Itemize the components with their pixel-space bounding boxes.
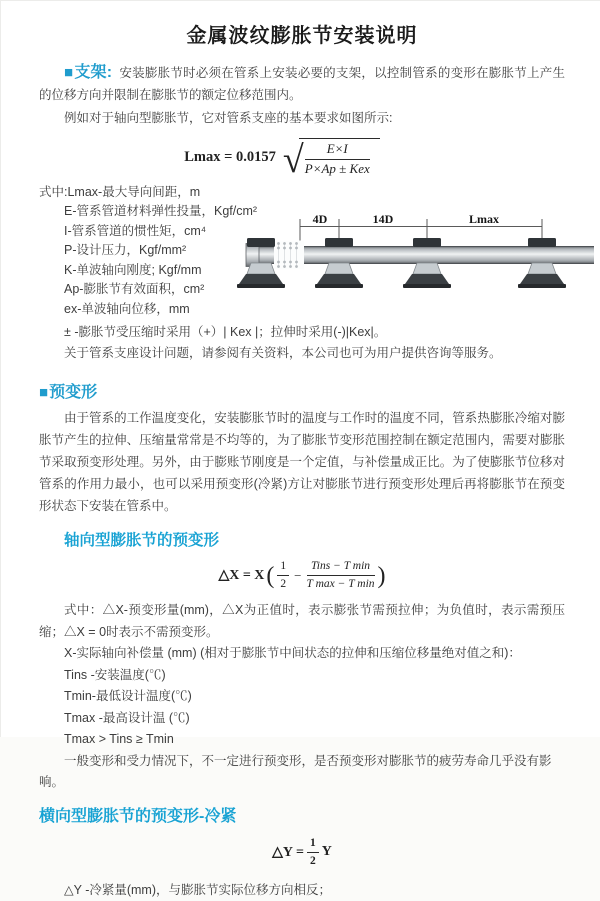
definition-line: 式中:Lmax-最大导向间距，m bbox=[39, 184, 201, 199]
support-intro-paragraph bbox=[39, 62, 565, 106]
half-fraction bbox=[277, 559, 289, 592]
delta-x-explanation: 式中：△X-预变形量(mm)，△X为正值时，表示膨张节需预拉伸；为负值时，表示需预压缩；△X = 0时表示不需预变形。 bbox=[39, 603, 565, 640]
lmax-formula-lhs: Lmax = 0.0157 bbox=[184, 149, 276, 166]
temperature-fraction bbox=[307, 559, 375, 592]
delta-x-lhs: △X = X bbox=[218, 568, 265, 584]
minus-sign: − bbox=[294, 567, 302, 583]
section-heading-predeform-row bbox=[39, 379, 565, 402]
pipe-support-diagram bbox=[244, 213, 596, 308]
half-numerator: 1 bbox=[277, 559, 289, 576]
temp-denominator: T max − T min bbox=[306, 578, 375, 591]
lmax-fraction-denominator: P×Ap ± Kex bbox=[304, 160, 370, 176]
temp-numerator: Tins − T min bbox=[307, 559, 375, 576]
delta-x-formula bbox=[39, 559, 565, 592]
section-heading-predeform: 预变形 bbox=[49, 384, 98, 402]
radical-expression bbox=[282, 138, 380, 181]
axial-subheading: 轴向型膨胀节的预变形 bbox=[64, 532, 220, 550]
blue-square-marker-icon: ■ bbox=[39, 384, 49, 402]
axial-definition-line: Tins -安装温度(℃) bbox=[64, 667, 166, 682]
definition-line: Ap-膨胀节有效面积，cm² bbox=[64, 282, 205, 297]
predeform-paragraph: 由于管系的工作温度变化，安装膨胀节时的温度与工作时的温度不同，管系热膨胀冷缩对膨胀节产生的拉伸、压缩量常常是不均等的，为了膨胀节变形范围控制在额定范围内，需要对膨胀节采取预变形处理。另外，由于膨账节刚度是一个定值，与补偿量成正比。为了使膨胀节位移对管系的作用力最小，也可以采用预变形(冷紧)方让对膨胀节进行预变形处理后再将膨胀节在预变形状态下安装在管系中。 bbox=[39, 411, 565, 514]
half-denominator: 2 bbox=[309, 854, 316, 867]
lmax-formula bbox=[39, 138, 525, 181]
sqrt-sign-icon: √ bbox=[282, 138, 304, 181]
support-closing-note: 关于管系支座设计问题，请参阅有关资料，本公司也可为用户提供咨询等服务。 bbox=[64, 346, 502, 361]
close-paren: ) bbox=[377, 562, 386, 589]
half-denominator: 2 bbox=[280, 578, 287, 591]
half-numerator: 1 bbox=[307, 836, 319, 853]
open-paren: ( bbox=[266, 562, 275, 589]
delta-y-lhs: △Y = bbox=[272, 844, 304, 860]
radical-body bbox=[299, 138, 380, 178]
page-title: 金属波纹膨胀节安装说明 bbox=[186, 25, 418, 47]
axial-definition-line: X-实际轴向补偿量 (mm) (相对于膨胀节中间状态的拉伸和压缩位移量绝对值之和)： bbox=[64, 646, 521, 661]
dim-label-4d: 4D bbox=[312, 211, 328, 226]
definition-line: ex-单波轴向位移，mm bbox=[64, 301, 190, 316]
definitions-and-diagram bbox=[39, 183, 565, 320]
half-fraction bbox=[307, 836, 319, 869]
bellows bbox=[274, 240, 304, 269]
lmax-fraction-numerator: E×I bbox=[305, 141, 370, 160]
support-example-line: 例如对于轴向型膨胀节，它对管系支座的基本要求如图所示: bbox=[64, 111, 393, 125]
support-intro-text: 安装膨胀节时必须在管系上安装必要的支架，以控制管系的变形在膨胀节上产生的位移方向并限制在膨胀节的额定位移范围内。 bbox=[39, 66, 565, 102]
dim-label-lmax: Lmax bbox=[469, 211, 499, 226]
delta-y-note: △Y -冷紧量(mm)，与膨胀节实际位移方向相反； bbox=[64, 882, 332, 897]
axial-definition-line: Tmax -最高设计温 (℃) bbox=[64, 710, 190, 725]
lmax-fraction bbox=[305, 141, 370, 178]
axial-note-line: 一般变形和受力情况下，不一定进行预变形，是否预变形对膨胀节的疲劳寿命几乎没有影响。 bbox=[39, 753, 552, 790]
definition-line: K-单波轴向刚度; Kgf/mm bbox=[64, 262, 202, 277]
dim-label-14d: 14D bbox=[372, 211, 394, 226]
plus-minus-note: ± -膨胀节受压缩时采用（+）| Kex |；拉伸时采用(-)|Kex|。 bbox=[64, 325, 387, 340]
blue-square-marker-icon: ■ bbox=[64, 64, 74, 81]
axial-definition-line: Tmin-最低设计温度(℃) bbox=[64, 689, 192, 704]
definition-line: E-管系管道材料弹性投量，Kgf/cm² bbox=[64, 204, 258, 219]
definition-line: I-管系管道的惯性矩，cm⁴ bbox=[64, 223, 207, 238]
definition-line: P-设计压力，Kgf/mm² bbox=[64, 243, 187, 258]
lateral-subheading: 横向型膨胀节的预变形-冷紧 bbox=[39, 807, 237, 825]
axial-definition-line: Tmax > Tins ≥ Tmin bbox=[64, 732, 174, 747]
section-heading-support: 支架: bbox=[74, 64, 113, 81]
delta-y-formula bbox=[39, 836, 565, 869]
delta-y-rhs: Y bbox=[321, 844, 332, 860]
